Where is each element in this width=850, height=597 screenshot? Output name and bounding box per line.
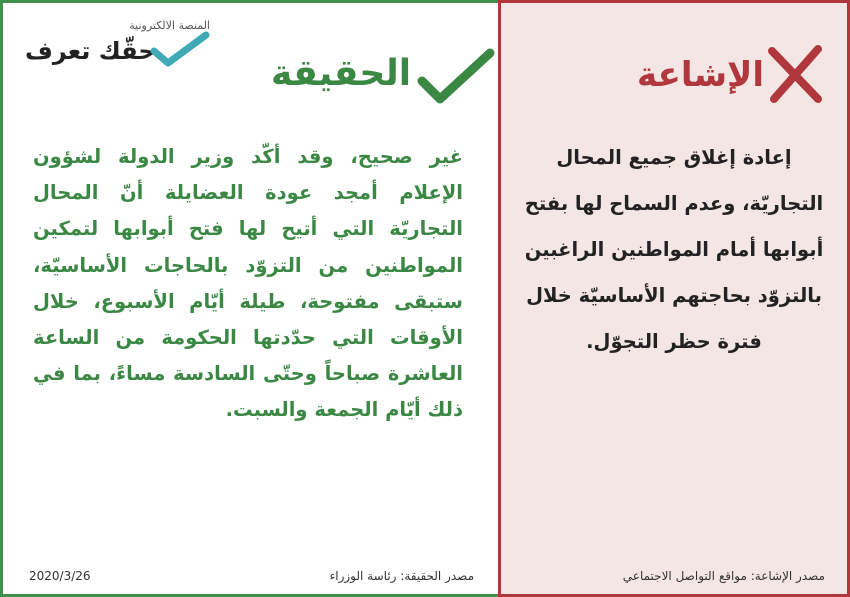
logo-subtitle: المنصة الالكترونية <box>129 19 210 32</box>
truth-source: مصدر الحقيقة: رئاسة الوزراء <box>329 569 474 583</box>
logo-name: حقّك تعرف <box>25 37 156 65</box>
truth-date: 2020/3/26 <box>29 569 91 583</box>
truth-body: غير صحيح، وقد أكّد وزير الدولة لشؤون الإعلام أمجد عودة العضايلة أنّ المحال التجاريّة التي أتيح لها فتح أبوابها لتمكين المواطنين من التزوّد بالحاجات الأساسيّة، ستبقى مفتوحة، طيلة أيّام الأسبوع، خلال الأوقات التي حدّدتها الحكومة من الساعة العاشرة صباحاً وحتّى السادسة مساءً، بما في ذلك أيّام الجمعة والسبت. <box>33 145 463 422</box>
truth-header <box>271 47 496 107</box>
rumor-body: إعادة إغلاق جميع المحال التجاريّة، وعدم السماح لها بفتح أبوابها أمام المواطنين الراغبين بالتزوّد بحاجتهم الأساسيّة خلال فترة حظر التجوّل. <box>524 146 824 353</box>
truth-title: الحقيقة <box>271 53 412 94</box>
check-mark-icon <box>416 47 496 105</box>
x-mark-icon <box>766 43 824 105</box>
rumor-source: مصدر الإشاعة: مواقع التواصل الاجتماعي <box>622 569 825 583</box>
rumor-header <box>599 41 824 111</box>
check-mark-icon <box>150 31 210 69</box>
rumor-title: الإشاعة <box>636 55 764 95</box>
rumor-panel <box>498 0 850 597</box>
logo <box>25 17 210 72</box>
